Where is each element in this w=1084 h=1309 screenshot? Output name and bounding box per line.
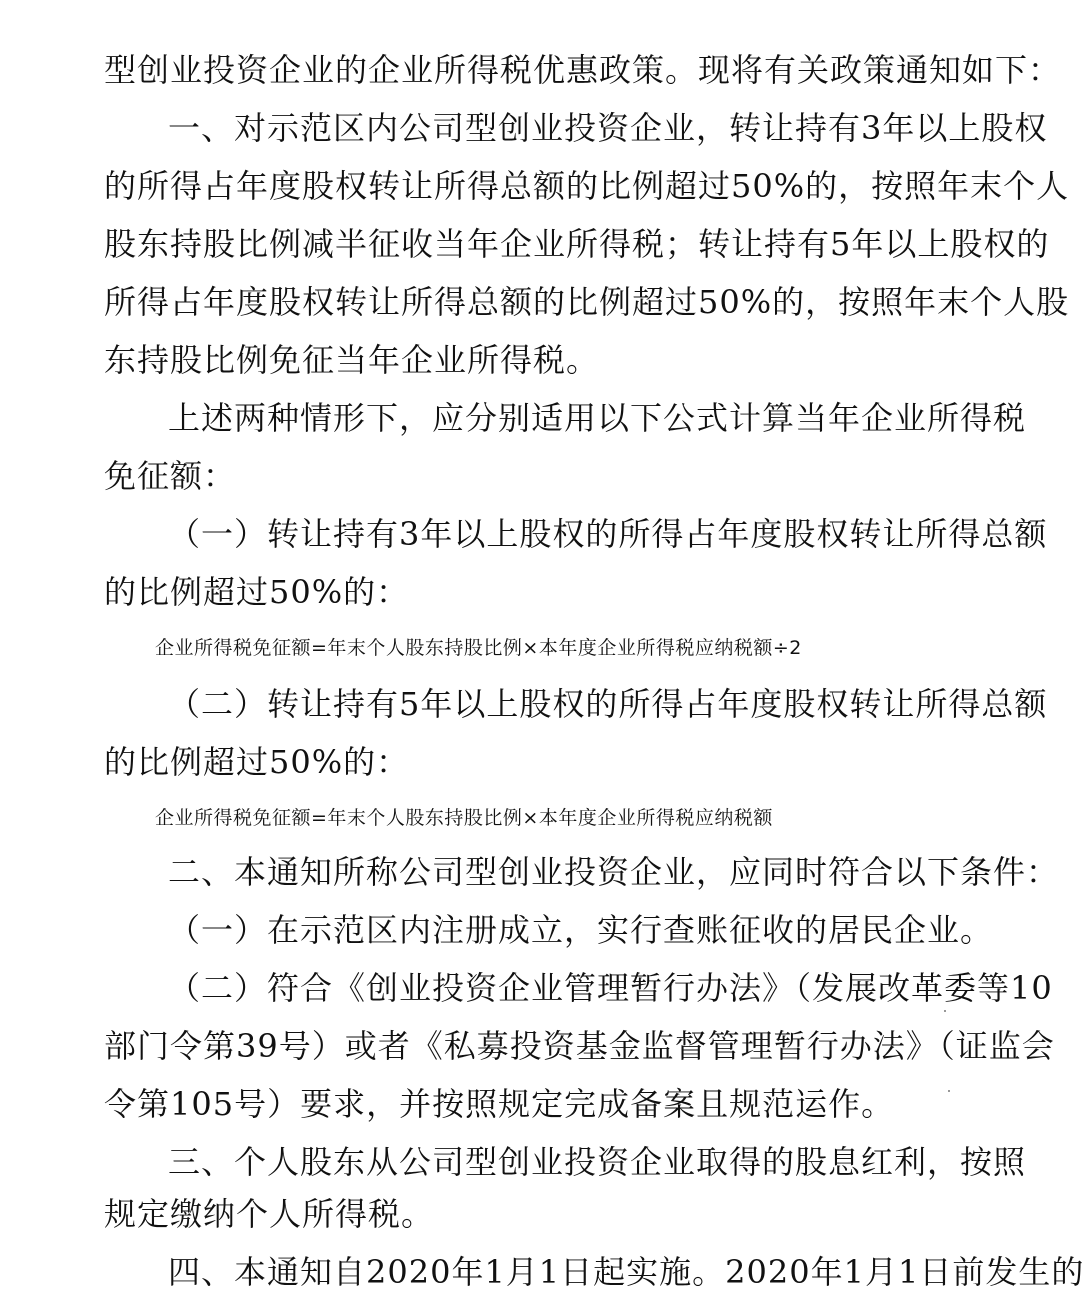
- body-text-line: 的比例超过50%的：: [104, 573, 410, 611]
- subsection-line: （二）转让持有5年以上股权的所得占年度股权转让所得总额: [168, 685, 1048, 723]
- subsection-line: （二）符合《创业投资企业管理暂行办法》（发展改革委等10: [168, 969, 1053, 1007]
- scan-speck: [948, 1090, 950, 1092]
- scan-speck: [944, 1010, 946, 1012]
- body-text-line: 的所得占年度股权转让所得总额的比例超过50%的，按照年末个人: [104, 167, 1070, 205]
- subsection-line: （一）转让持有3年以上股权的所得占年度股权转让所得总额: [168, 515, 1048, 553]
- body-text-line: 型创业投资企业的企业所得税优惠政策。现将有关政策通知如下：: [104, 51, 1062, 89]
- body-text-line: 的比例超过50%的：: [104, 743, 410, 781]
- body-text-line: 东持股比例免征当年企业所得税。: [104, 341, 600, 379]
- body-text-line: 规定缴纳个人所得税。: [104, 1195, 435, 1233]
- section-heading-line: 一、对示范区内公司型创业投资企业，转让持有3年以上股权: [168, 109, 1048, 147]
- body-text-line: 上述两种情形下，应分别适用以下公式计算当年企业所得税: [168, 399, 1027, 437]
- section-heading-line: 二、本通知所称公司型创业投资企业，应同时符合以下条件：: [168, 853, 1060, 891]
- body-text-line: 令第105号）要求，并按照规定完成备案且规范运作。: [104, 1085, 895, 1123]
- body-text-line: 股东持股比例减半征收当年企业所得税；转让持有5年以上股权的: [104, 225, 1050, 263]
- formula-line: 企业所得税免征额=年末个人股东持股比例×本年度企业所得税应纳税额÷2: [155, 637, 802, 659]
- body-text-line: 免征额：: [104, 457, 237, 495]
- subsection-line: （一）在示范区内注册成立，实行查账征收的居民企业。: [168, 911, 994, 949]
- body-text-line: 所得占年度股权转让所得总额的比例超过50%的，按照年末个人股: [104, 283, 1070, 321]
- formula-line: 企业所得税免征额=年末个人股东持股比例×本年度企业所得税应纳税额: [155, 807, 773, 829]
- section-heading-line: 三、个人股东从公司型创业投资企业取得的股息红利，按照: [168, 1143, 1027, 1181]
- body-text-line: 部门令第39号）或者《私募投资基金监督管理暂行办法》（证监会: [104, 1027, 1055, 1065]
- section-heading-line: 四、本通知自2020年1月1日起实施。2020年1月1日前发生的: [168, 1253, 1084, 1291]
